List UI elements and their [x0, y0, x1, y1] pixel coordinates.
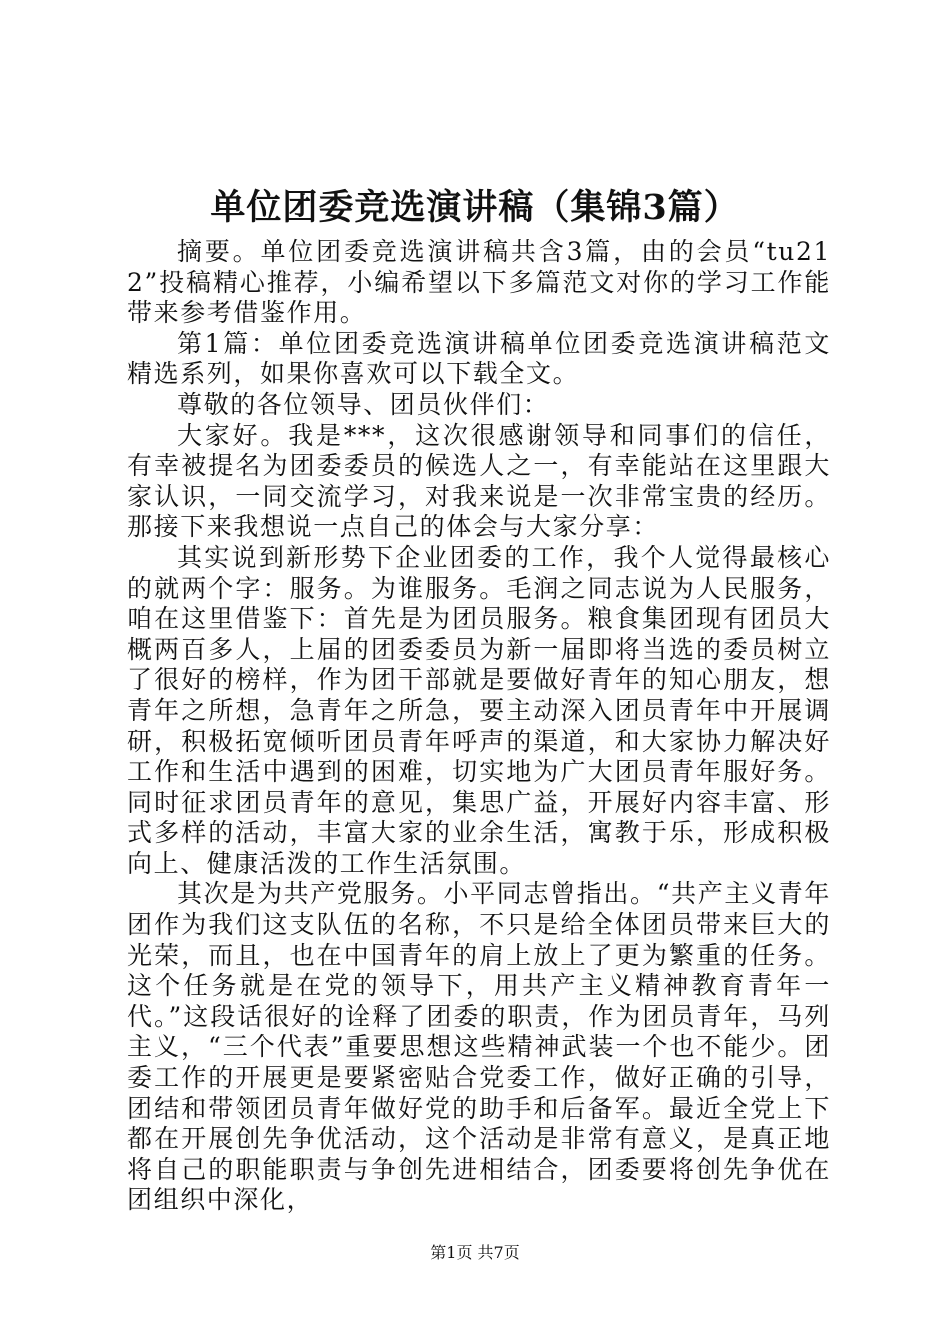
paragraph-abstract: 摘要。单位团委竞选演讲稿共含3篇，由的会员“tu212”投稿精心推荐，小编希望以下多篇范文对你的学习工作能带来参考借鉴作用。 [127, 237, 831, 328]
document-title: 单位团委竞选演讲稿（集锦3篇） [210, 187, 740, 228]
paragraph-greeting: 大家好。我是***，这次很感谢领导和同事们的信任，有幸被提名为团委委员的候选人之一，有幸能站在这里跟大家认识，一同交流学习，对我来说是一次非常宝贵的经历。那接下来我想说一点自己的体会与大家分享： [127, 420, 831, 542]
paragraph-salutation: 尊敬的各位领导、团员伙伴们： [177, 389, 550, 419]
paragraph-part-one-intro: 第1篇：单位团委竞选演讲稿单位团委竞选演讲稿范文精选系列，如果你喜欢可以下载全文。 [127, 328, 831, 389]
paragraph-serve-party: 其次是为共产党服务。小平同志曾指出。“共产主义青年团作为我们这支队伍的名称，不只是给全体团员带来巨大的光荣，而且，也在中国青年的肩上放上了更为繁重的任务。这个任务就是在党的领导下，用共产主义精神教育青年一代。”这段话很好的诠释了团委的职责，作为团员青年，马列主义，“三个代表”重要思想这些精神武装一个也不能少。团委工作的开展更是要紧密贴合党委工作，做好正确的引导，团结和带领团员青年做好党的助手和后备军。最近全党上下都在开展创先争优活动，这个活动是非常有意义，是真正地将自己的职能职责与争创先进相结合，团委要将创先争优在团组织中深化， [127, 879, 831, 1215]
paragraph-serve-members: 其实说到新形势下企业团委的工作，我个人觉得最核心的就两个字：服务。为谁服务。毛润之同志说为人民服务，咱在这里借鉴下：首先是为团员服务。粮食集团现有团员大概两百多人，上届的团委委员为新一届即将当选的委员树立了很好的榜样，作为团干部就是要做好青年的知心朋友，想青年之所想，急青年之所急，要主动深入团员青年中开展调研，积极拓宽倾听团员青年呼声的渠道，和大家协力解决好工作和生活中遇到的困难，切实地为广大团员青年服好务。同时征求团员青年的意见，集思广益，开展好内容丰富、形式多样的活动，丰富大家的业余生活，寓教于乐，形成积极向上、健康活泼的工作生活氛围。 [127, 542, 831, 878]
page-footer: 第1页 共7页 [430, 1243, 520, 1262]
document-body [127, 237, 831, 1216]
